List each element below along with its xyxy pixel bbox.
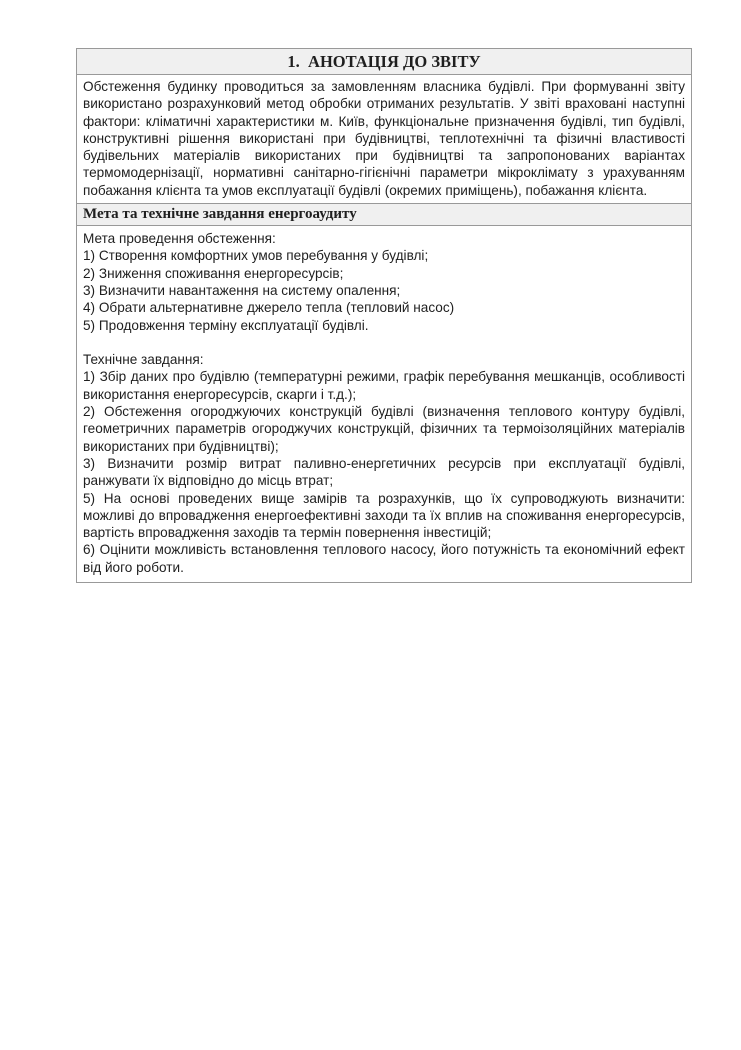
section-header: Мета та технічне завдання енергоаудиту <box>77 204 691 226</box>
task-item: 5) На основі проведених вище замірів та розрахунків, що їх супроводжують визначити: можливі до впровадження енергоефективні заходи та їх вплив на споживання енергоресурсів, вартість впровадження заходів та термін повернення інвестицій; <box>83 490 685 541</box>
annotation-paragraph: Обстеження будинку проводиться за замовленням власника будівлі. При формуванні звіту використано розрахунковий метод обробки отриманих результатів. У звіті враховані наступні фактори: кліматичні характеристики м. Київ, функціональне призначення будівлі, тип будівлі, конструктивні рішення використані при будівництві, теплотехнічні та фізичні властивості будівельних матеріалів використаних при будівництві та запропонованих варіантах термомодернізації, нормативні санітарно-гігієнічні параметри мікроклімату з урахуванням побажання клієнта та умов експлуатації будівлі (окремих приміщень), побажання клієнта. <box>77 75 691 204</box>
task-item: 2) Обстеження огороджуючих конструкцій будівлі (визначення теплового контуру будівлі, геометричних параметрів огороджучих конструкцій, фізичних та термоізоляційних матеріалів використаних при будівництві); <box>83 404 685 454</box>
annotation-table <box>76 48 692 583</box>
goal-item: 4) Обрати альтернативне джерело тепла (тепловий насос) <box>83 300 455 316</box>
blank-line <box>83 334 685 351</box>
task-item: 1) Збір даних про будівлю (температурні режими, графік перебування мешканців, особливості використання енергоресурсів, скарги і т.д.); <box>83 369 685 402</box>
goal-and-task-cell <box>77 226 691 582</box>
goal-item: 5) Продовження терміну експлуатації будівлі. <box>83 317 369 333</box>
goal-intro: Мета проведення обстеження: <box>83 231 276 247</box>
report-title: 1. АНОТАЦІЯ ДО ЗВІТУ <box>287 51 481 71</box>
task-item: 6) Оцінити можливість встановлення теплового насосу, його потужність та економічний ефект від його роботи. <box>83 542 685 575</box>
task-intro: Технічне завдання: <box>83 352 204 368</box>
report-title-row <box>77 49 691 75</box>
goal-item: 2) Зниження споживання енергоресурсів; <box>83 265 344 281</box>
goal-item: 3) Визначити навантаження на систему опалення; <box>83 282 401 298</box>
goal-item: 1) Створення комфортних умов перебування у будівлі; <box>83 248 429 264</box>
task-item: 3) Визначити розмір витрат паливно-енергетичних ресурсів при експлуатації будівлі, ранжувати їх відповідно до місць втрат; <box>83 455 685 489</box>
